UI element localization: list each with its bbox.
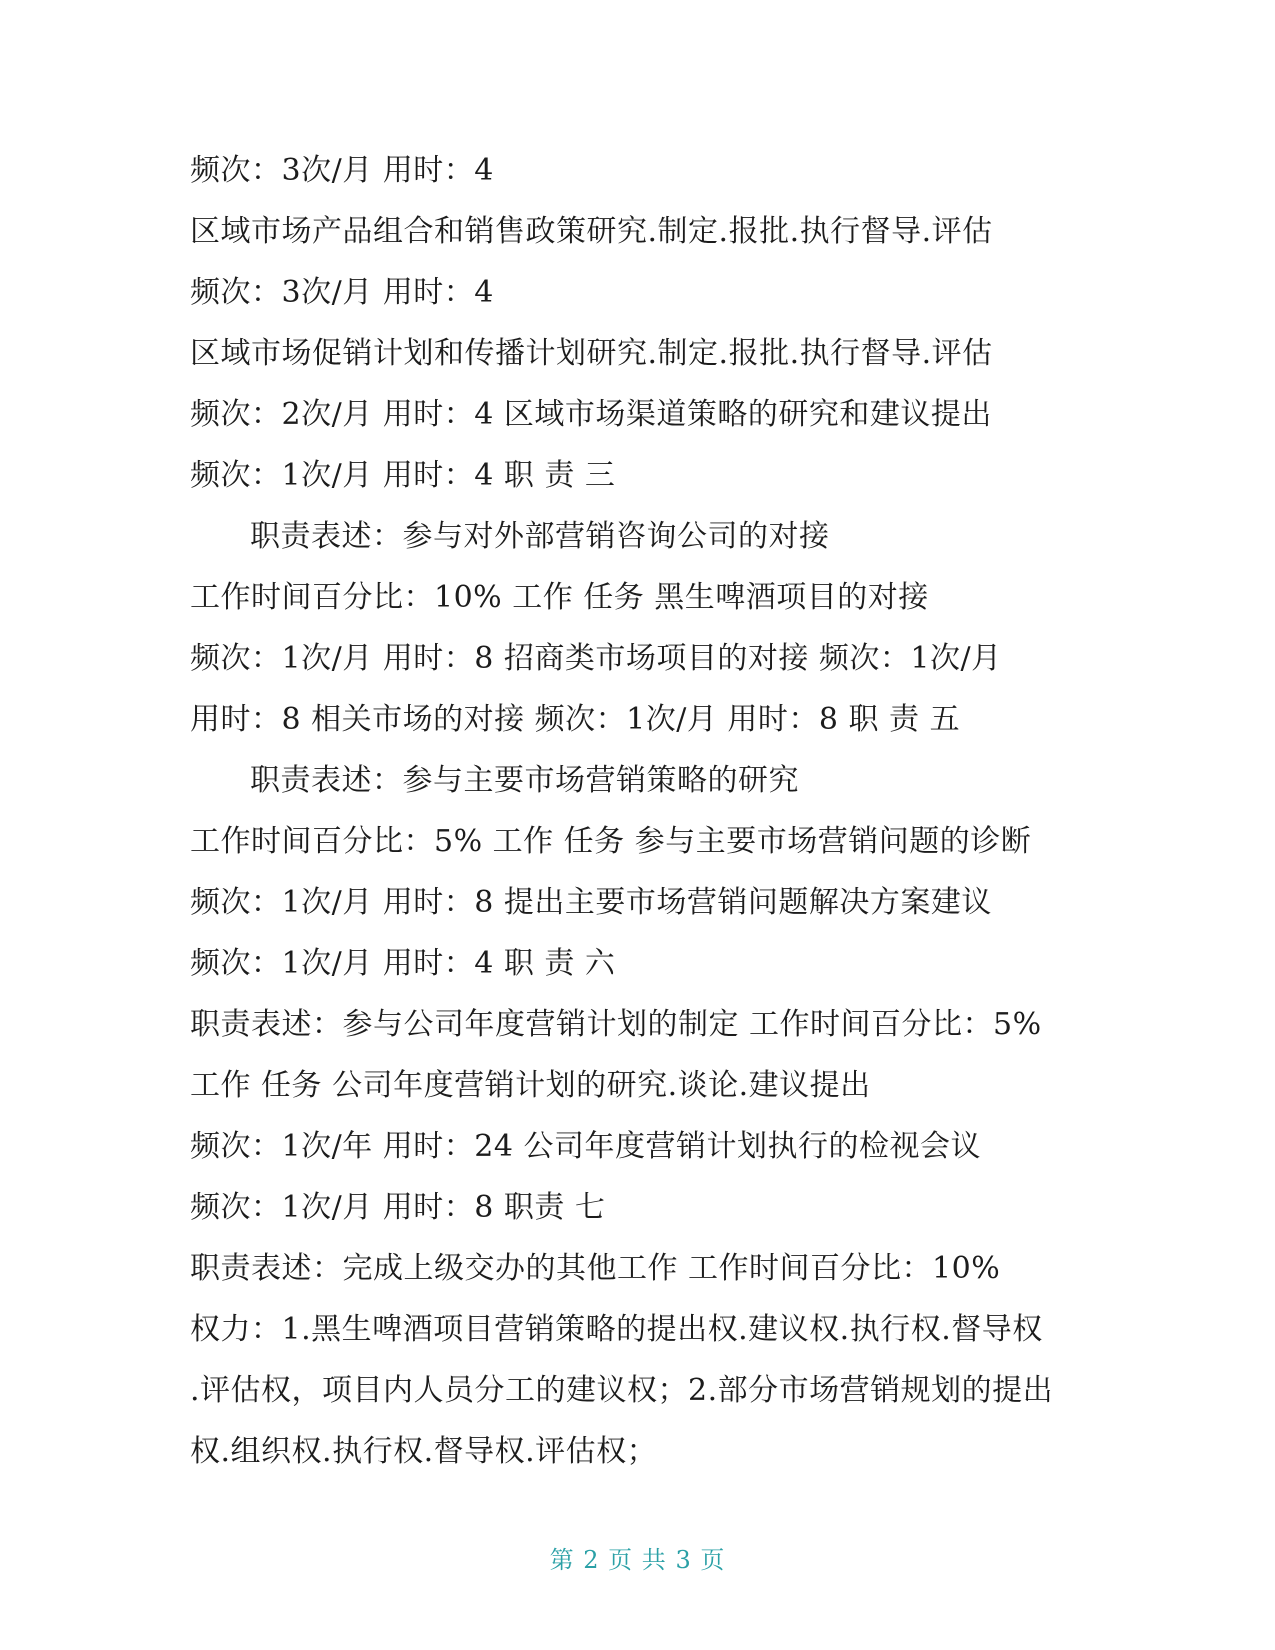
text-line: .评估权，项目内人员分工的建议权；2.部分市场营销规划的提出 (190, 1373, 1054, 1408)
text-line: 频次：3次/月 用时：4 (190, 275, 494, 310)
text-line: 工作时间百分比：10% 工作 任务 黑生啤酒项目的对接 (190, 580, 929, 615)
text-line: 工作 任务 公司年度营销计划的研究.谈论.建议提出 (190, 1068, 871, 1103)
text-line: 频次：1次/月 用时：4 职 责 六 (190, 946, 616, 981)
text-line-indented: 职责表述：参与主要市场营销策略的研究 (250, 763, 799, 798)
text-line: 频次：1次/月 用时：8 招商类市场项目的对接 频次：1次/月 (190, 641, 1002, 676)
text-line: 频次：1次/年 用时：24 公司年度营销计划执行的检视会议 (190, 1129, 981, 1164)
text-line: 用时：8 相关市场的对接 频次：1次/月 用时：8 职 责 五 (190, 702, 961, 737)
text-line: 区域市场产品组合和销售政策研究.制定.报批.执行督导.评估 (190, 214, 993, 249)
page-footer: 第 2 页 共 3 页 (549, 1546, 726, 1574)
text-line: 区域市场促销计划和传播计划研究.制定.报批.执行督导.评估 (190, 336, 993, 371)
text-line: 权.组织权.执行权.督导权.评估权； (190, 1434, 658, 1469)
text-line: 频次：1次/月 用时：8 提出主要市场营销问题解决方案建议 (190, 885, 992, 920)
text-line: 权力：1.黑生啤酒项目营销策略的提出权.建议权.执行权.督导权 (190, 1312, 1043, 1347)
text-line-indented: 职责表述：参与对外部营销咨询公司的对接 (250, 519, 830, 554)
document-body (190, 140, 1090, 1482)
text-line: 职责表述：参与公司年度营销计划的制定 工作时间百分比：5% (190, 1007, 1042, 1042)
text-line: 频次：2次/月 用时：4 区域市场渠道策略的研究和建议提出 (190, 397, 992, 432)
text-line: 频次：1次/月 用时：8 职责 七 (190, 1190, 606, 1225)
text-line: 工作时间百分比：5% 工作 任务 参与主要市场营销问题的诊断 (190, 824, 1032, 859)
text-line: 频次：3次/月 用时：4 (190, 153, 494, 188)
text-line: 频次：1次/月 用时：4 职 责 三 (190, 458, 616, 493)
text-line: 职责表述：完成上级交办的其他工作 工作时间百分比：10% (190, 1251, 1001, 1286)
